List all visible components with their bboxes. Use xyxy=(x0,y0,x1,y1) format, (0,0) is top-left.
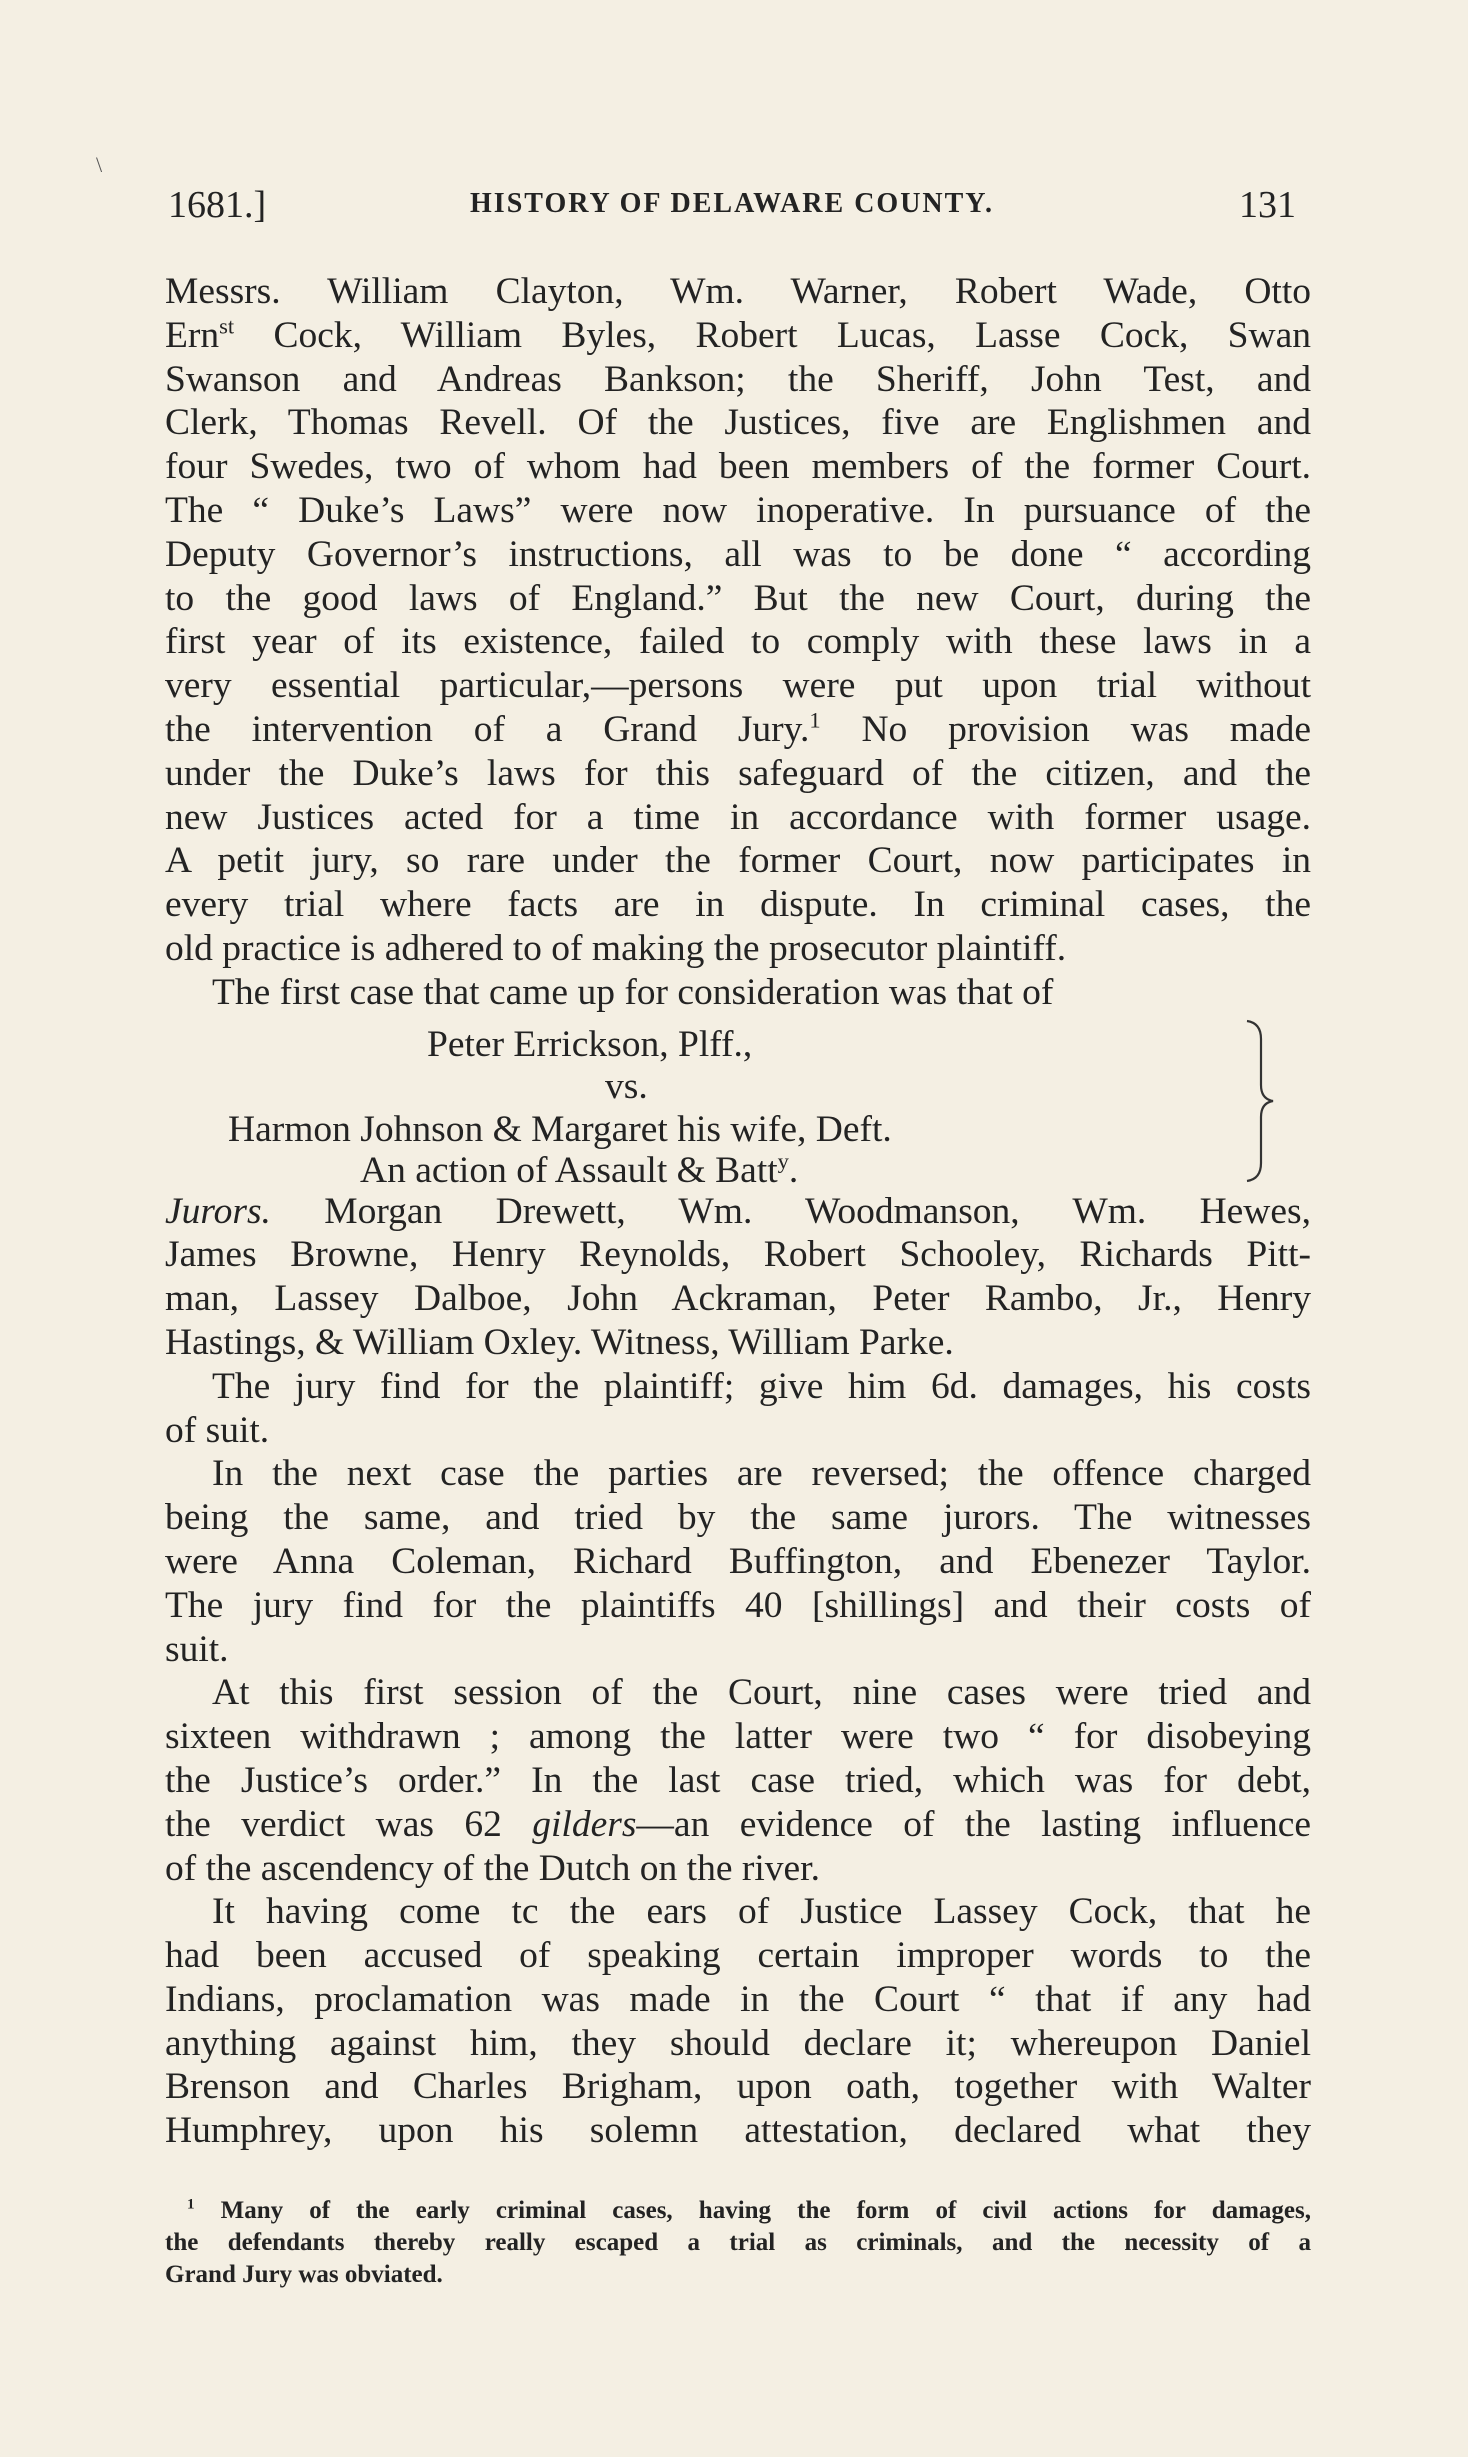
header-title: HISTORY OF DELAWARE COUNTY. xyxy=(470,188,994,219)
text-line: new Justices acted for a time in accordance with former usage. xyxy=(165,796,1311,838)
text-line: A petit jury, so rare under the former Court, now participates in xyxy=(165,840,1311,882)
text-line: of suit. xyxy=(165,1409,270,1451)
text-line: suit. xyxy=(165,1628,229,1670)
text-line: of the ascendency of the Dutch on the river. xyxy=(165,1847,820,1889)
text-line: under the Duke’s laws for this safeguard of the citizen, and the xyxy=(165,752,1311,794)
text-line: The “ Duke’s Laws” were now inoperative. In pursuance of the xyxy=(165,489,1311,531)
case-caption xyxy=(165,1015,1311,1190)
running-header xyxy=(168,183,1296,233)
text-line: Swanson and Andreas Bankson; the Sheriff, John Test, and xyxy=(165,358,1311,400)
paragraph-first-case xyxy=(165,971,1311,1015)
text-line: Humphrey, upon his solemn attestation, declared what they xyxy=(165,2110,1311,2152)
footnote-number: 1 xyxy=(187,2196,195,2213)
italic-gilders: gilders xyxy=(532,1803,637,1845)
footnote-line: the defendants thereby really escaped a trial as criminals, and the necessity of a xyxy=(165,2229,1311,2256)
text-line: very essential particular,—persons were put upon trial without xyxy=(165,665,1311,707)
text-line: Indians, proclamation was made in the Court “ that if any had xyxy=(165,1978,1311,2020)
footnote-reference: 1 xyxy=(809,707,821,733)
text-line: being the same, and tried by the same jurors. The witnesses xyxy=(165,1497,1311,1539)
superscript: st xyxy=(219,313,235,339)
paragraph-lassey-cock xyxy=(165,1890,1311,2153)
text-line: James Browne, Henry Reynolds, Robert Schooley, Richards Pitt- xyxy=(165,1234,1311,1276)
text-line: every trial where facts are in dispute. In criminal cases, the xyxy=(165,884,1311,926)
text-line: At this first session of the Court, nine cases were tried and xyxy=(212,1672,1311,1714)
text-line: Ern$^{st}$ Cock, William Byles, Robert Lucas, Lasse Cock, Swan xyxy=(165,313,1311,356)
paragraph-verdict xyxy=(165,1365,1311,1453)
text-line: first year of its existence, failed to comply with these laws in a xyxy=(165,621,1311,663)
text-line: Brenson and Charles Brigham, upon oath, together with Walter xyxy=(165,2066,1311,2108)
text-line: The jury find for the plaintiff; give him 6d. damages, his costs xyxy=(212,1365,1311,1407)
text-line: the Justice’s order.” In the last case tried, which was for debt, xyxy=(165,1759,1311,1801)
main-text xyxy=(165,270,1311,2153)
text-line: man, Lassey Dalboe, John Ackraman, Peter Rambo, Jr., Henry xyxy=(165,1278,1311,1320)
text-line: The first case that came up for consideration was that of xyxy=(212,971,1054,1013)
text-line: the intervention of a Grand Jury.$^1$ No provision was made xyxy=(165,707,1311,750)
text-line: had been accused of speaking certain improper words to the xyxy=(165,1935,1311,1977)
case-plaintiff: Peter Errickson, Plff., xyxy=(427,1023,753,1065)
footnote xyxy=(165,2195,1311,2291)
margin-mark: \ xyxy=(96,152,103,177)
text-line: anything against him, they should declare it; whereupon Daniel xyxy=(165,2022,1311,2064)
paragraph-jurors xyxy=(165,1190,1311,1365)
footnote-line: $^1$ Many of the early criminal cases, having the form of civil actions for damages, xyxy=(187,2196,1311,2224)
text-line: The jury find for the plaintiffs 40 [shillings] and their costs of xyxy=(165,1584,1311,1626)
text-line: It having come tc the ears of Justice Lassey Cock, that he xyxy=(212,1891,1311,1933)
case-defendant: Harmon Johnson & Margaret his wife, Deft. xyxy=(228,1108,892,1150)
header-year: 1681.] xyxy=(168,184,267,226)
footnote-line: Grand Jury was obviated. xyxy=(165,2261,443,2288)
page-number: 131 xyxy=(1239,184,1296,226)
case-vs: vs. xyxy=(605,1065,648,1107)
paragraph-court-members xyxy=(165,270,1311,971)
text-line: four Swedes, two of whom had been members of the former Court. xyxy=(165,446,1311,488)
text-line: the verdict was 62 gilders—an evidence of the lasting influence xyxy=(165,1803,1311,1845)
text-line: Jurors. Morgan Drewett, Wm. Woodmanson, Wm. Hewes, xyxy=(165,1190,1311,1232)
text-line: were Anna Coleman, Richard Buffington, and Ebenezer Taylor. xyxy=(165,1540,1311,1582)
paragraph-next-case xyxy=(165,1452,1311,1671)
text-line: old practice is adhered to of making the prosecutor plaintiff. xyxy=(165,927,1067,969)
text-line: Clerk, Thomas Revell. Of the Justices, five are Englishmen and xyxy=(165,402,1311,444)
jurors-label: Jurors. xyxy=(165,1190,271,1232)
case-action: An action of Assault & Batt$^y$. xyxy=(360,1148,799,1191)
text-line: Messrs. William Clayton, Wm. Warner, Robert Wade, Otto xyxy=(165,271,1311,312)
paragraph-first-session xyxy=(165,1671,1311,1890)
text-line: sixteen withdrawn ; among the latter were two “ for disobeying xyxy=(165,1716,1311,1758)
text-line: Deputy Governor’s instructions, all was to be done “ according xyxy=(165,533,1311,575)
curly-brace-icon xyxy=(1245,1015,1275,1185)
text-line: Hastings, & William Oxley. Witness, William Parke. xyxy=(165,1321,954,1363)
text-line: In the next case the parties are reversed; the offence charged xyxy=(212,1453,1311,1495)
text-line: to the good laws of England.” But the new Court, during the xyxy=(165,577,1311,619)
